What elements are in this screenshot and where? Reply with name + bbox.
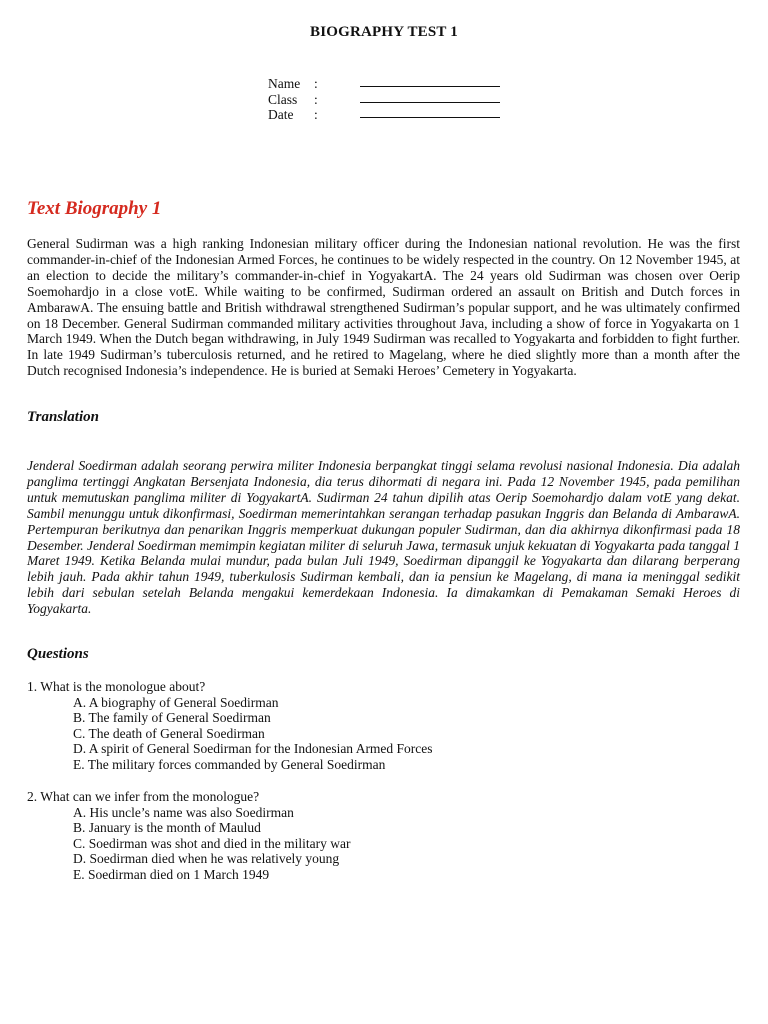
question-2-option-e[interactable]: E. Soedirman died on 1 March 1949 xyxy=(73,866,270,882)
date-field-row xyxy=(268,107,500,123)
question-1 xyxy=(27,679,433,772)
class-field-row xyxy=(268,92,500,108)
question-2-option-b[interactable]: B. January is the month of Maulud xyxy=(73,820,261,835)
biography-text: General Sudirman was a high ranking Indonesian military officer during the Indonesian national revolution. He was the first commander-in-chief of the Indonesian Armed Forces, he continues to be widely respected in the country. On 12 November 1945, at an election to decide the military’s commander-in-chief in YogyakartA. The 24 years old Sudirman was chosen over Oerip Soemohardjo in a close votE. While waiting to be confirmed, Sudirman ordered an assault on British and Dutch forces in AmbarawA. The ensuing battle and British withdrawal strengthened Sudirman’s popular support, and he was ultimately confirmed on 18 December. General Sudirman commanded military activities throughout Java, including a show of force in Yogyakarta on 1 March 1949. When the Dutch began withdrawing, in July 1949 Sudirman was recalled to Yogyakarta and forbidden to fight further. In late 1949 Sudirman’s tuberculosis returned, and he retired to Magelang, where he died slightly more than a month after the Dutch recognised Indonesia’s independence. He is buried at Semaki Heroes’ Cemetery in Yogyakarta. xyxy=(27,236,740,379)
name-colon: : xyxy=(314,76,318,91)
class-colon: : xyxy=(314,91,318,107)
question-1-text: 1. What is the monologue about? xyxy=(27,679,206,694)
page-title: BIOGRAPHY TEST 1 xyxy=(310,24,458,40)
question-2-text: 2. What can we infer from the monologue? xyxy=(27,789,260,804)
question-2 xyxy=(27,789,350,882)
translation-text: Jenderal Soedirman adalah seorang perwira militer Indonesia berpangkat tinggi selama revolusi nasional Indonesia. Dia adalah panglima tertinggi Angkatan Bersenjata Indonesia, dia terus dihormati di negara ini. Pada 12 November 1945, pada pemilihan untuk memutuskan panglima militer di YogyakartA. Sudirman 24 tahun dipilih atas Oerip Soemohardjo dalam votE yang dekat. Sambil menunggu untuk dikonfirmasi, Soedirman memerintahkan serangan terhadap pasukan Inggris dan Belanda di AmbarawA. Pertempuran berikutnya dan penarikan Inggris memperkuat dukungan populer Sudirman, dan dia akhirnya dikonfirmasi pada 18 Desember. Jenderal Soedirman memimpin kegiatan militer di seluruh Jawa, termasuk unjuk kekuatan di Yogyakarta pada tanggal 1 Maret 1949. Ketika Belanda mulai mundur, pada bulan Juli 1949, Soedirman dipanggil ke Yogyakarta dan dilarang berperang lebih jauh. Pada akhir tahun 1949, tuberkulosis Sudirman kembali, dan ia pensiun ke Magelang, di mana ia meninggal sedikit lebih dari sebulan setelah Belanda mengakui kemerdekaan Indonesia. Ia dimakamkan di Pemakaman Semaki Heroes di Yogyakarta. xyxy=(27,458,740,617)
date-label: Date xyxy=(268,107,294,122)
question-1-option-e[interactable]: E. The military forces commanded by General Soedirman xyxy=(73,756,386,772)
question-1-option-d[interactable]: D. A spirit of General Soedirman for the Indonesian Armed Forces xyxy=(73,741,433,756)
name-blank-line[interactable] xyxy=(360,76,500,87)
date-blank-line[interactable] xyxy=(360,107,500,118)
date-colon: : xyxy=(314,107,318,122)
name-label: Name xyxy=(268,76,301,91)
question-1-option-c[interactable]: C. The death of General Soedirman xyxy=(73,725,265,741)
student-info-block xyxy=(268,76,500,123)
question-1-option-a[interactable]: A. A biography of General Soedirman xyxy=(73,694,279,710)
question-2-option-c[interactable]: C. Soedirman was shot and died in the military war xyxy=(73,835,351,851)
question-2-option-a[interactable]: A. His uncle’s name was also Soedirman xyxy=(73,804,294,820)
question-2-option-d[interactable]: D. Soedirman died when he was relatively young xyxy=(73,851,340,866)
questions-heading: Questions xyxy=(27,646,89,662)
translation-heading: Translation xyxy=(27,409,99,425)
question-1-option-b[interactable]: B. The family of General Soedirman xyxy=(73,710,271,725)
class-blank-line[interactable] xyxy=(360,92,500,103)
biography-heading: Text Biography 1 xyxy=(27,198,162,219)
class-label: Class xyxy=(268,91,298,107)
name-field-row xyxy=(268,76,500,92)
